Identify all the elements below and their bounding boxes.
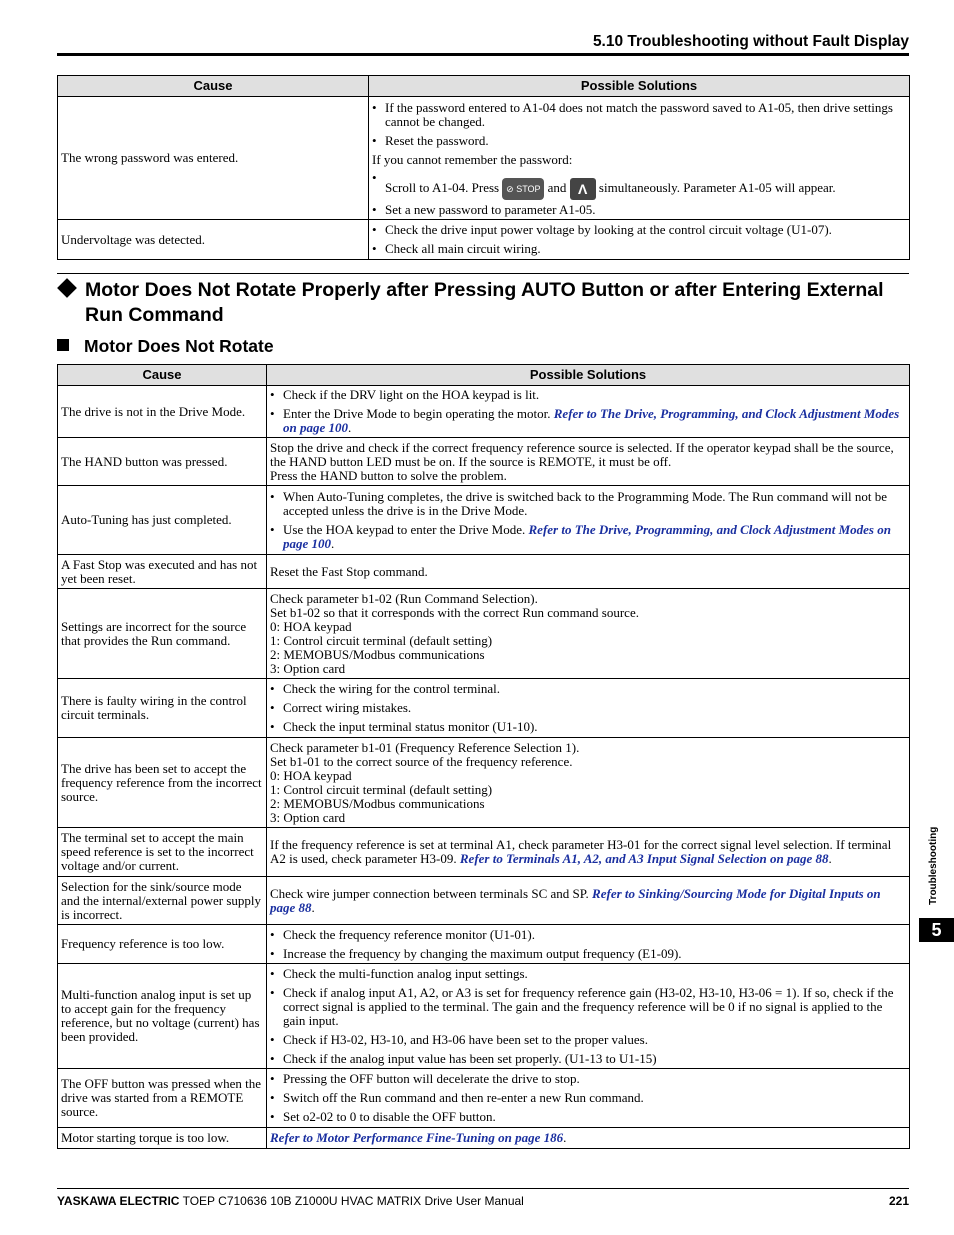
cross-reference-link[interactable]: Refer to The Drive, Programming, and Clock Adjustment Modes on page 100 — [283, 521, 891, 551]
text-line: If you cannot remember the password: — [372, 152, 573, 167]
list-item: • If the password entered to A1-04 does not match the password saved to A1-05, then drive settings cannot be changed. — [385, 101, 906, 129]
cause-cell: The drive has been set to accept the frequency reference from the incorrect source. — [58, 738, 267, 828]
list-item: • Switch off the Run command and then re-enter a new Run command. — [283, 1091, 906, 1105]
list-item: • Check the drive input power voltage by looking at the control circuit voltage (U1-07). — [385, 223, 906, 237]
table-row — [58, 964, 910, 1069]
table-row — [58, 97, 910, 220]
solution-cell — [267, 964, 910, 1069]
text-line: Check parameter b1-02 (Run Command Selection). — [270, 590, 538, 606]
table-row — [58, 220, 910, 260]
up-arrow-key-icon: Λ — [570, 178, 596, 200]
subsection-heading — [57, 336, 274, 357]
solution-cell — [267, 438, 910, 486]
cause-cell: Motor starting torque is too low. — [58, 1128, 267, 1149]
text: . — [311, 899, 315, 915]
solution-cell — [267, 386, 910, 438]
table-row — [58, 925, 910, 964]
list-item: • Set a new password to parameter A1-05. — [385, 203, 906, 217]
cross-reference-link[interactable]: Refer to Terminals A1, A2, and A3 Input Signal Selection on page 88 — [459, 851, 829, 866]
solution-cell: Reset the Fast Stop command. — [267, 555, 910, 589]
stop-key-icon: ⊘ STOP — [502, 178, 544, 200]
cause-cell: There is faulty wiring in the control circuit terminals. — [58, 679, 267, 738]
text-line: 3: Option card — [270, 809, 346, 825]
text: . — [331, 535, 335, 551]
text: simultaneously. Parameter A1-05 will appear. — [598, 179, 836, 195]
text-line: 2: MEMOBUS/Modbus communications — [270, 646, 485, 662]
text-line: 0: HOA keypad — [270, 618, 352, 634]
text-line: Set b1-01 to the correct source of the frequency reference. — [270, 753, 573, 769]
list-item: • Check if the DRV light on the HOA keypad is lit. — [283, 388, 906, 402]
cause-cell: The OFF button was pressed when the drive was started from a REMOTE source. — [58, 1069, 267, 1128]
solution-cell — [267, 828, 910, 877]
table-row — [58, 589, 910, 679]
text-line: Set b1-02 so that it corresponds with the correct Run command source. — [270, 604, 639, 620]
table-row — [58, 386, 910, 438]
text-line: Check parameter b1-01 (Frequency Reference Selection 1). — [270, 739, 580, 755]
password-table — [57, 75, 910, 260]
table-row — [58, 555, 910, 589]
cause-cell: Frequency reference is too low. — [58, 925, 267, 964]
cause-cell: Undervoltage was detected. — [58, 220, 369, 260]
page-number: 221 — [888, 1194, 909, 1208]
list-item: • Set o2-02 to 0 to disable the OFF button. — [283, 1110, 906, 1124]
text: Enter the Drive Mode to begin operating the motor. — [283, 406, 551, 421]
list-item: • Correct wiring mistakes. — [283, 701, 906, 715]
table-row — [58, 438, 910, 486]
cause-cell: The wrong password was entered. — [58, 97, 369, 220]
list-item — [283, 407, 906, 435]
text-line: 1: Control circuit terminal (default setting) — [270, 781, 493, 797]
table-row — [58, 679, 910, 738]
chapter-tab: 5 — [919, 918, 954, 942]
cause-cell: The drive is not in the Drive Mode. — [58, 386, 267, 438]
table-row — [58, 828, 910, 877]
chapter-side-label: Troubleshooting — [928, 826, 939, 905]
motor-rotate-table — [57, 364, 910, 1149]
heading-text: Motor Does Not Rotate Properly after Pressing AUTO Button or after Entering External Run Command — [85, 279, 884, 326]
col-header-cause: Cause — [58, 365, 267, 386]
section-header: 5.10 Troubleshooting without Fault Display — [592, 33, 909, 50]
cross-reference-link[interactable]: Refer to Motor Performance Fine-Tuning on page 186 — [270, 1130, 564, 1145]
list-item: • When Auto-Tuning completes, the drive is switched back to the Programming Mode. The Run command will not be accepted unless the drive is in the Drive Mode. — [283, 490, 906, 518]
footer-doc-info — [57, 1194, 524, 1208]
list-item: • Check the frequency reference monitor (U1-01). — [283, 928, 906, 942]
text: and — [547, 179, 567, 195]
text-line: Stop the drive and check if the correct frequency reference source is selected. If the operator keypad shall be the source, the HAND button LED must be on. If the source is REMOTE, it must be off. — [270, 439, 894, 469]
solution-cell — [267, 486, 910, 555]
cause-cell: A Fast Stop was executed and has not yet been reset. — [58, 555, 267, 589]
text: If the frequency reference is set at terminal A1, check parameter H3-01 for the correct signal level selection. If terminal A2 is used, check parameter H3-09. — [270, 837, 892, 866]
text-line: 1: Control circuit terminal (default setting) — [270, 632, 493, 648]
list-item: • Check the multi-function analog input settings. — [283, 967, 906, 981]
col-header-solutions: Possible Solutions — [369, 76, 910, 97]
text-line: 3: Option card — [270, 660, 346, 676]
solution-cell — [369, 220, 910, 260]
header-rule — [57, 53, 909, 56]
square-bullet-icon — [57, 339, 69, 351]
text: . — [563, 1130, 567, 1145]
footer-brand: YASKAWA ELECTRIC — [57, 1194, 180, 1208]
footer-rule — [57, 1188, 909, 1189]
text: . — [348, 420, 352, 435]
cause-cell: Multi-function analog input is set up to accept gain for the frequency reference, but no voltage (current) has been provided. — [58, 964, 267, 1069]
solution-cell — [369, 97, 910, 220]
solution-cell — [267, 1128, 910, 1149]
table-row — [58, 738, 910, 828]
list-item — [385, 170, 906, 200]
list-item: • Pressing the OFF button will decelerate the drive to stop. — [283, 1072, 906, 1086]
list-item: • Check if the analog input value has been set properly. (U1-13 to U1-15) — [283, 1052, 906, 1066]
list-item: • Check if analog input A1, A2, or A3 is set for frequency reference gain (H3-02, H3-10, H3-06 = 1). If so, check if the correct signal is applied to the terminal. The gain and the frequency reference will be 0 if no signal is applied to the gain input. — [283, 986, 906, 1028]
text-line: 2: MEMOBUS/Modbus communications — [270, 795, 485, 811]
list-item — [283, 523, 906, 551]
footer-doc-title: TOEP C710636 10B Z1000U HVAC MATRIX Drive User Manual — [182, 1194, 524, 1208]
list-item: • Check the input terminal status monitor (U1-10). — [283, 720, 906, 734]
cause-cell: Selection for the sink/source mode and the internal/external power supply is incorrect. — [58, 877, 267, 925]
list-item: • Check if H3-02, H3-10, and H3-06 have been set to the proper values. — [283, 1033, 906, 1047]
cause-cell: Settings are incorrect for the source that provides the Run command. — [58, 589, 267, 679]
solution-cell — [267, 1069, 910, 1128]
col-header-solutions: Possible Solutions — [267, 365, 910, 386]
cross-reference-link[interactable]: Refer to The Drive, Programming, and Clock Adjustment Modes on page 100 — [283, 406, 900, 435]
text: Check wire jumper connection between terminals SC and SP. — [270, 885, 589, 901]
list-item: • Check the wiring for the control terminal. — [283, 682, 906, 696]
cause-cell: Auto-Tuning has just completed. — [58, 486, 267, 555]
col-header-cause: Cause — [58, 76, 369, 97]
solution-cell — [267, 679, 910, 738]
solution-cell — [267, 877, 910, 925]
stop-key-label: STOP — [516, 184, 541, 194]
text-line: 0: HOA keypad — [270, 767, 352, 783]
solution-cell — [267, 589, 910, 679]
text: . — [828, 851, 832, 866]
cause-cell: The HAND button was pressed. — [58, 438, 267, 486]
table-row — [58, 1128, 910, 1149]
subheading-text: Motor Does Not Rotate — [84, 336, 274, 356]
solution-cell — [267, 738, 910, 828]
cross-reference-link[interactable]: Refer to Sinking/Sourcing Mode for Digital Inputs on page 88 — [270, 885, 881, 915]
table-row — [58, 486, 910, 555]
text: Use the HOA keypad to enter the Drive Mode. — [283, 521, 526, 537]
text-line: Press the HAND button to solve the problem. — [270, 467, 507, 483]
list-item: • Reset the password. — [385, 134, 906, 148]
table-row — [58, 1069, 910, 1128]
heading-rule — [57, 273, 909, 274]
list-item: • Increase the frequency by changing the maximum output frequency (E1-09). — [283, 947, 906, 961]
text: Scroll to A1-04. Press — [385, 179, 500, 195]
table-row — [58, 877, 910, 925]
solution-cell — [267, 925, 910, 964]
list-item: • Check all main circuit wiring. — [385, 242, 906, 256]
section-heading — [57, 278, 910, 328]
cause-cell: The terminal set to accept the main speed reference is set to the incorrect voltage and/or current. — [58, 828, 267, 877]
